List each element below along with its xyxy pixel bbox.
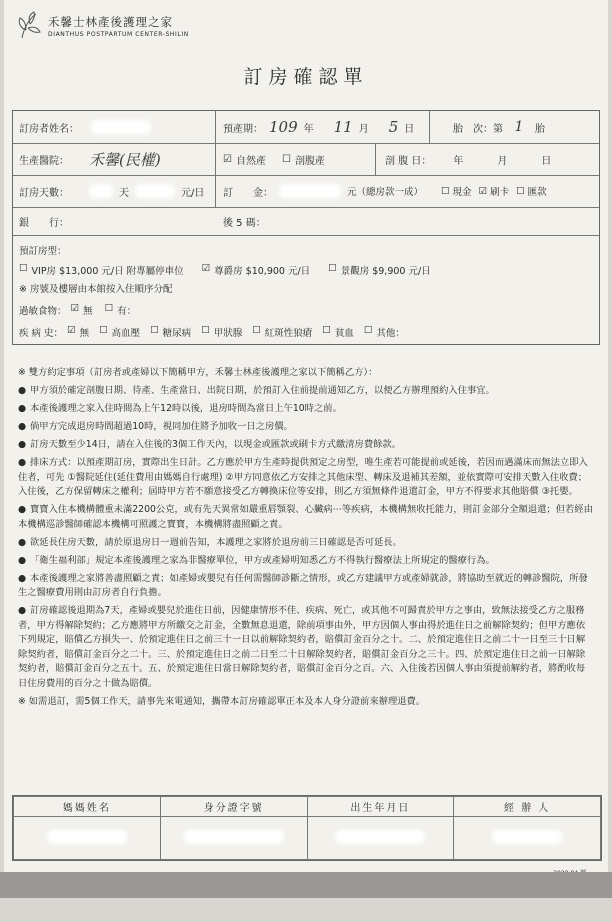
transfer-checkbox[interactable]: ☐ <box>516 185 525 197</box>
form-row-hospital <box>13 143 599 176</box>
disease-checkbox[interactable]: ☐ <box>322 325 331 336</box>
document-page <box>4 0 608 922</box>
disease-row: 疾 病 史： ☑ 無 ☐ 高血壓 ☐ 糖尿病 ☐ 甲狀腺 ☐ 紅斑性狼瘡 ☐ 貧血 ☐ 其他： <box>19 325 405 339</box>
natural-checkbox[interactable]: ☑ <box>223 153 232 165</box>
bank-label: 銀 行： <box>19 217 69 229</box>
hospital-label: 生產醫院： <box>19 155 69 167</box>
agreement-notes <box>18 366 594 713</box>
list-item: ● 「衛生福利部」規定本產後護理之家為非醫療單位，甲方或產婦明知悉乙方不得執行醫療法上所規定的醫療行為。 <box>18 554 495 566</box>
allergy-has-checkbox[interactable]: ☐ <box>104 303 114 314</box>
list-item: ● 倘甲方完成退房時間超過10時，視同加住將予加收一日之房價。 <box>18 421 293 432</box>
form-row-days <box>13 175 599 208</box>
room-note: ※ 房號及樓層由本館按入住順序分配 <box>19 284 173 295</box>
list-item: ● 排床方式：以預產期訂房，實際出生日計。乙方應於甲方生產時提供預定之房型，唯生產若可能提前或延後，若因而遇滿床而無法立即入住者，可先 ①醫院延住(延住費用由媽媽自行處理) ②甲方同意依乙方安排之其他床型、轉床及退補其差額，並依實際可安排天數入住收費；入住後，乙方保留轉床之權利；屆時甲方若不願意接受乙方轉換床位等安排，則乙方須無條件退還訂金，甲方不得要求其他賠償 ③托嬰。 <box>18 457 588 497</box>
deposit: 訂 金： 元（總房款一成） <box>223 175 423 207</box>
scan-edge-light <box>0 898 612 922</box>
booker-name-redacted <box>91 111 151 143</box>
refund-note: ※ 如需退訂，需5個工作天，請事先來電通知，攜帶本訂房確認單正本及本人身分證前來辦理退費。 <box>18 695 426 707</box>
cash-checkbox[interactable]: ☐ <box>441 185 450 197</box>
table-cell <box>454 817 601 860</box>
page-title: 訂房確認單 <box>243 66 369 88</box>
delivery-type: ☑ 自然產 ☐ 剖腹產 <box>223 153 325 167</box>
center-name-cn: 禾馨士林產後護理之家 <box>48 15 173 29</box>
center-name-en: DIANTHUS POSTPARTUM CENTER-SHILIN <box>48 31 189 38</box>
booking-form <box>12 110 600 345</box>
list-item: ● 本產後護理之家入住時間為上午12時以後，退房時間為當日上午10時之前。 <box>18 403 342 414</box>
table-header: 出生年月日 <box>307 797 454 817</box>
payment-method: ☐ 現金 ☑ 刷卡 ☐ 匯款 <box>441 185 547 198</box>
table-cell <box>160 817 307 860</box>
table-cell <box>14 817 161 860</box>
days-value: 天 元/日 <box>89 175 204 207</box>
booker-label: 訂房者姓名： <box>19 123 79 135</box>
table-header: 媽媽姓名 <box>14 797 161 817</box>
disease-checkbox[interactable]: ☐ <box>201 325 210 336</box>
table-header: 身分證字號 <box>160 797 307 817</box>
disease-checkbox[interactable]: ☐ <box>252 325 261 336</box>
table-cell <box>307 817 454 860</box>
table-header: 經 辦 人 <box>454 797 601 817</box>
list-item: ● 欲延長住房天數，請於原退房日一週前告知，本護理之家將於退房前三日確認是否可延長。 <box>18 536 402 548</box>
disease-checkbox[interactable]: ☐ <box>99 325 108 336</box>
disease-checkbox[interactable]: ☐ <box>363 325 373 336</box>
csection-checkbox[interactable]: ☐ <box>281 153 291 165</box>
list-item: ● 訂房天數至少14日，請在入住後的3個工作天內，以現金或匯款或刷卡方式繳清房費餘款。 <box>18 439 402 450</box>
card-checkbox[interactable]: ☑ <box>478 185 488 197</box>
list-item: ● 寶寶入住本機構體重未滿2200公克，或有先天異常如嚴重唇顎裂、心臟病⋯等疾病，本機構無收托能力，則訂金部分全額退還；但若經由本機構巡診醫師確認本機構可照護之寶寶，本機構將盡照顧之責。 <box>18 504 593 530</box>
scan-edge-dark <box>0 872 612 898</box>
disease-none-checkbox[interactable]: ☑ <box>67 325 76 336</box>
form-row-booker <box>13 111 599 144</box>
room-options: ☐ VIP房 $13,000 元/日 附專屬停車位 ☑ 尊爵房 $10,900 元/日 ☐ 景觀房 $9,900 元/日 <box>19 263 431 277</box>
allergy-none-checkbox[interactable]: ☑ <box>70 303 80 314</box>
list-item: ● 甲方須於確定剖腹日期、待產、生產當日、出院日期，於預訂入住前提前通知乙方，以便乙方辦理預約入住事宜。 <box>18 385 495 396</box>
days-label: 訂房天數： <box>19 187 69 199</box>
list-item: ● 訂房確認後退期為7天，產婦或嬰兒於進住日前，因健康情形不佳、疾病、死亡，或其他不可歸責於甲方之事由，致無法接受乙方之服務者，甲方得解除契約；乙方應將甲方所繳交之訂金，全數無息退還，除前項事由外，甲方因個人事由得於進住日之前解除契約；但甲方應依下列規定，賠償乙方損失一、於預定進住日之前三十一日以前解除契約者，賠償訂金百分之十。二、於預定進住日之前二十一日至三十日解除契約者，賠償訂金百分之二十。三、於預定進住日之前二日至二十日解除契約者，賠償訂金百分之三十。四、於預定進住日之前一日解除契約者，賠償訂金百分之五十。五、於預定進住日當日解除契約者，賠償訂金百分之百。六、入住後若因個人事由須提前解約者，將酌收每日住房費用的百分之十做為賠償。 <box>18 605 586 689</box>
hospital-value: 禾馨(民權) <box>89 150 161 169</box>
due-date-label: 預產期： <box>223 123 263 135</box>
allergy-row: 過敏食物： ☑ 無 ☐ 有： <box>19 303 137 317</box>
due-date-value: 109 年 11 月 5 日 <box>269 118 415 136</box>
csection-date: 剖 腹 日： 年 月 日 <box>385 155 552 167</box>
notes-header: ※ 雙方約定事項（訂房者或產婦以下簡稱甲方，禾馨士林產後護理之家以下簡稱乙方）： <box>18 367 378 378</box>
last5-label: 後 5 碼： <box>223 217 266 229</box>
list-item: ● 本產後護理之家將善盡照顧之責；如產婦或嬰兒有任何需醫師診斷之情形，或乙方建議甲方或產婦就診，將協助至就近的轉診醫院，所發生之醫療費用則由訂房者自行負擔。 <box>18 572 588 598</box>
vip-room-checkbox[interactable]: ☐ <box>19 263 28 274</box>
room-type-label: 預訂房型： <box>19 246 67 257</box>
view-room-checkbox[interactable]: ☐ <box>328 263 337 274</box>
flower-logo-icon <box>14 8 48 42</box>
deluxe-room-checkbox[interactable]: ☑ <box>201 263 211 274</box>
disease-checkbox[interactable]: ☐ <box>150 325 159 336</box>
form-row-bank <box>13 207 599 236</box>
birth-count: 胎 次：第 1 胎 <box>453 119 545 135</box>
contact-table <box>12 795 602 861</box>
